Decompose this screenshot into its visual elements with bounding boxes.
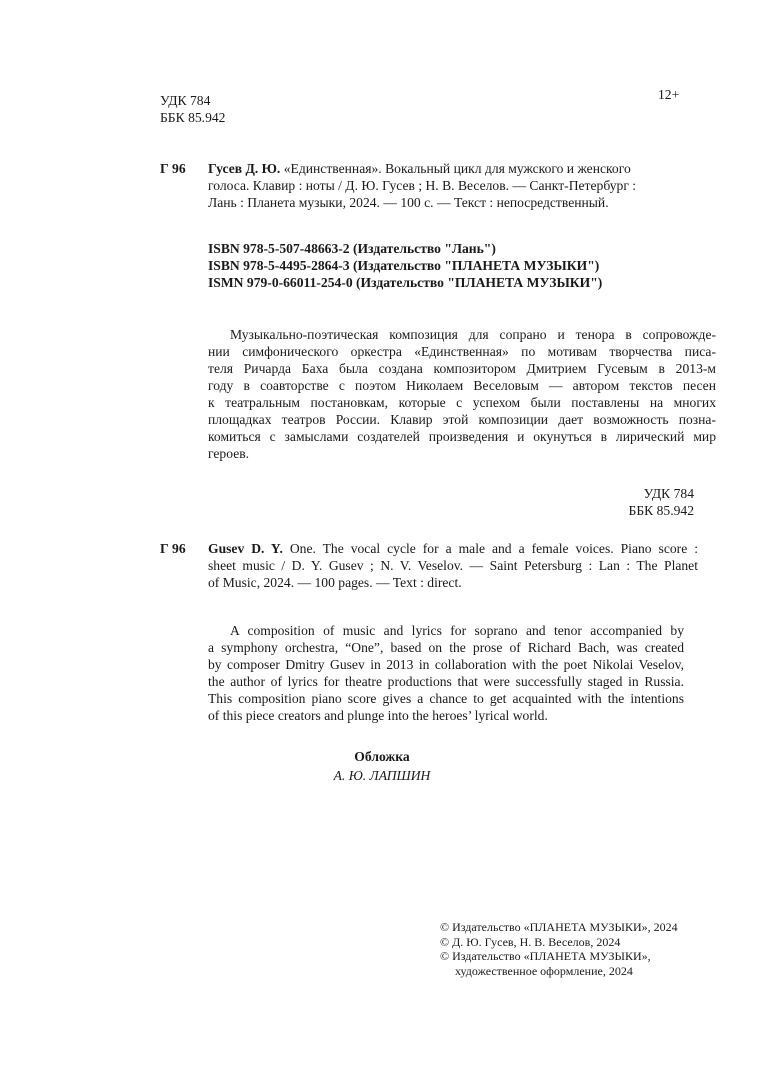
entry-line: of Music, 2024. — 100 pages. — Text : direct. — [208, 575, 462, 590]
entry-line: Gusev D. Y. One. The vocal cycle for a male and a female voices. Piano score : — [208, 541, 698, 556]
isbn-line: ISBN 978-5-507-48663-2 (Издательство "Лань") — [208, 241, 496, 256]
copyright-line: художественное оформление, 2024 — [455, 963, 633, 978]
author-mark-ru: Г 96 — [160, 161, 186, 176]
annotation-line: of this piece creators and plunge into the heroes’ lyrical world. — [208, 708, 548, 723]
entry-line: голоса. Клавир : ноты / Д. Ю. Гусев ; Н. В. Веселов. — Санкт-Петербург : — [208, 178, 637, 193]
annotation-line: A composition of music and lyrics for soprano and tenor accompanied by — [230, 623, 684, 638]
annotation-line: героев. — [208, 446, 250, 461]
udk-bbk-bottom — [622, 485, 694, 519]
entry-author: Gusev D. Y. — [208, 541, 283, 556]
annotation-en — [208, 622, 684, 724]
isbn-block — [208, 240, 602, 291]
cover-credit-author: А. Ю. ЛАПШИН — [333, 768, 431, 783]
entry-line: Лань : Планета музыки, 2024. — 100 с. — Текст : непосредственный. — [208, 195, 609, 210]
udk-code: УДК 784 — [643, 486, 694, 501]
annotation-line: a symphony orchestra, “One”, based on the prose of Richard Bach, was created — [208, 640, 684, 655]
entry-line: Гусев Д. Ю. «Единственная». Вокальный цикл для мужского и женского — [208, 161, 631, 176]
author-mark-en: Г 96 — [160, 541, 186, 556]
annotation-line: к театральным постановкам, которые с успехом были поставлены на многих — [208, 395, 716, 410]
entry-author: Гусев Д. Ю. — [208, 161, 281, 176]
annotation-line: нии симфонического оркестра «Единственная» по мотивам творчества писа- — [208, 344, 716, 359]
annotation-line: the author of lyrics for theatre productions that were successfully staged in Russia. — [208, 674, 684, 689]
bbk-code: ББК 85.942 — [628, 503, 694, 518]
age-rating: 12+ — [658, 87, 680, 102]
annotation-line: This composition piano score gives a chance to get acquainted with the intentions — [208, 691, 684, 706]
isbn-line: ISBN 978-5-4495-2864-3 (Издательство "ПЛАНЕТА МУЗЫКИ") — [208, 258, 600, 273]
copyright-block — [440, 920, 678, 978]
annotation-line: году в соавторстве с поэтом Николаем Веселовым — автором текстов песен — [208, 378, 716, 393]
annotation-line: Музыкально-поэтическая композиция для сопрано и тенора в сопровожде- — [230, 327, 716, 342]
bibliographic-entry-ru — [208, 160, 698, 211]
ismn-line: ISMN 979-0-66011-254-0 (Издательство "ПЛАНЕТА МУЗЫКИ") — [208, 275, 603, 290]
udk-code: УДК 784 — [160, 93, 211, 108]
annotation-line: теля Ричарда Баха была создана композитором Дмитрием Гусевым в 2013-м — [208, 361, 716, 376]
annotation-line: комиться с замыслами создателей произведения и окунуться в лирический мир — [208, 429, 716, 444]
udk-bbk-top — [160, 92, 225, 126]
entry-line: sheet music / D. Y. Gusev ; N. V. Veselov. — Saint Petersburg : Lan : The Planet — [208, 558, 698, 573]
copyright-line: © Издательство «ПЛАНЕТА МУЗЫКИ», 2024 — [440, 920, 678, 934]
cover-credit-title: Обложка — [354, 749, 410, 764]
bbk-code: ББК 85.942 — [160, 110, 226, 125]
copyright-line: © Д. Ю. Гусев, Н. В. Веселов, 2024 — [440, 934, 621, 949]
copyright-line: © Издательство «ПЛАНЕТА МУЗЫКИ», — [440, 949, 651, 963]
annotation-ru — [208, 326, 716, 462]
annotation-line: площадках театров России. Клавир этой композиции дает возможность позна- — [208, 412, 716, 427]
annotation-line: by composer Dmitry Gusev in 2013 in collaboration with the poet Nikolai Veselov, — [208, 657, 684, 672]
bibliographic-entry-en — [208, 540, 698, 591]
